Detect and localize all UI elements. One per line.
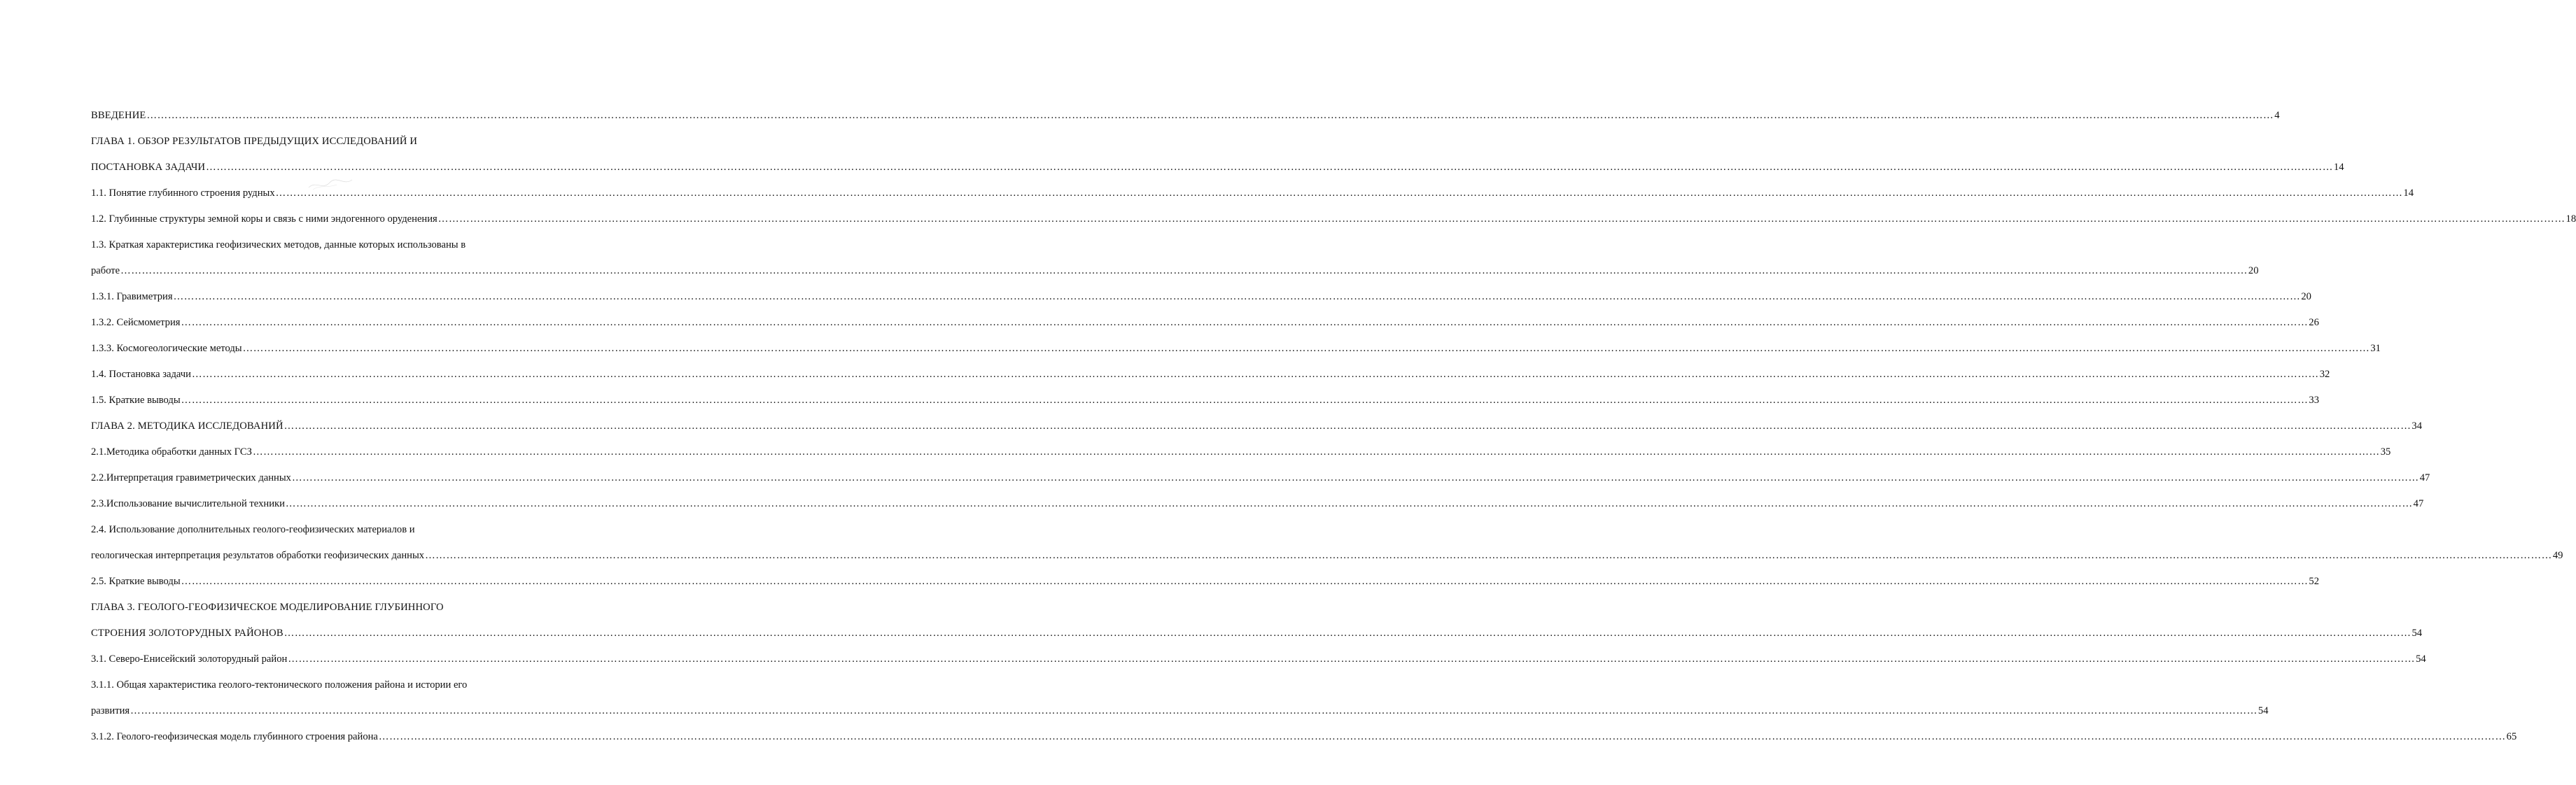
- toc-page-number: 31: [2370, 343, 2381, 354]
- toc-dot-leader: ……………………………………………………………………………………………………………………………………………………………………………………………………………………………………………………………………………………………………………………………………………………………………………………………………………………………………………………………………………………………………………………………………………………: [291, 472, 2419, 483]
- toc-page-number: 49: [2552, 550, 2563, 561]
- toc-entry-title: 1.3. Краткая характеристика геофизических методов, данные которых использованы в: [91, 239, 466, 250]
- toc-page-number: 65: [2506, 731, 2517, 742]
- toc-entry-title: 3.1.1. Общая характеристика геолого-тектонического положения района и истории его: [91, 679, 468, 691]
- toc-entry: [91, 106, 2280, 132]
- toc-page-number: 20: [2248, 265, 2259, 276]
- toc-entry-title: 2.3.Использование вычислительной техники: [91, 498, 285, 509]
- toc-entry-title: развития: [91, 705, 130, 716]
- toc-page-number: 54: [2416, 653, 2426, 665]
- toc-entry: [91, 728, 2517, 754]
- toc-page-number: 20: [2301, 291, 2311, 302]
- toc-entry: [91, 495, 2424, 521]
- toc-entry-title: ГЛАВА 3. ГЕОЛОГО-ГЕОФИЗИЧЕСКОЕ МОДЕЛИРОВАНИЕ ГЛУБИННОГО: [91, 602, 444, 613]
- toc-page-number: 32: [2319, 369, 2330, 380]
- toc-entry: [91, 469, 2430, 495]
- toc-dot-leader: ……………………………………………………………………………………………………………………………………………………………………………………………………………………………………………………………………………………………………………………………………………………………………………………………………………………………………………………………………………………………………………………………………………………: [378, 731, 2506, 742]
- toc-dot-leader: ……………………………………………………………………………………………………………………………………………………………………………………………………………………………………………………………………………………………………………………………………………………………………………………………………………………………………………………………………………………………………………………………………………………: [173, 291, 2301, 302]
- toc-entry-title: 1.3.2. Сейсмометрия: [91, 317, 181, 328]
- toc-dot-leader: ……………………………………………………………………………………………………………………………………………………………………………………………………………………………………………………………………………………………………………………………………………………………………………………………………………………………………………………………………………………………………………………………………………………: [285, 498, 2413, 509]
- toc-dot-leader: ……………………………………………………………………………………………………………………………………………………………………………………………………………………………………………………………………………………………………………………………………………………………………………………………………………………………………………………………………………………………………………………………………………………: [425, 550, 2552, 561]
- toc-entry-title: геологическая интерпретация результатов обработки геофизических данных: [91, 550, 425, 561]
- toc-dot-leader: ……………………………………………………………………………………………………………………………………………………………………………………………………………………………………………………………………………………………………………………………………………………………………………………………………………………………………………………………………………………………………………………………………………………: [146, 110, 2274, 121]
- toc-entry: [91, 391, 2320, 417]
- toc-entry-title: 2.4. Использование дополнительных геолого-геофизических материалов и: [91, 524, 415, 535]
- toc-entry-title: ГЛАВА 2. МЕТОДИКА ИССЛЕДОВАНИЙ: [91, 420, 284, 432]
- toc-dot-leader: ……………………………………………………………………………………………………………………………………………………………………………………………………………………………………………………………………………………………………………………………………………………………………………………………………………………………………………………………………………………………………………………………………………………: [284, 628, 2412, 639]
- toc-page-number: 4: [2274, 110, 2280, 121]
- toc-entry-title: 1.2. Глубинные структуры земной коры и связь с ними эндогенного оруденения: [91, 213, 438, 225]
- toc-entry: [91, 443, 2391, 469]
- toc-entry: [91, 236, 517, 262]
- toc-page-number: 35: [2380, 446, 2391, 458]
- toc-dot-leader: ……………………………………………………………………………………………………………………………………………………………………………………………………………………………………………………………………………………………………………………………………………………………………………………………………………………………………………………………………………………………………………………………………………………: [181, 395, 2309, 406]
- toc-dot-leader: ……………………………………………………………………………………………………………………………………………………………………………………………………………………………………………………………………………………………………………………………………………………………………………………………………………………………………………………………………………………………………………………………………………………: [438, 213, 2566, 225]
- toc-entry: [91, 521, 517, 546]
- toc-dot-leader: ……………………………………………………………………………………………………………………………………………………………………………………………………………………………………………………………………………………………………………………………………………………………………………………………………………………………………………………………………………………………………………………………………………………: [288, 653, 2416, 665]
- toc-entry-title: 1.3.3. Космогеологические методы: [91, 343, 242, 354]
- toc-page-number: 54: [2258, 705, 2269, 716]
- toc-dot-leader: ……………………………………………………………………………………………………………………………………………………………………………………………………………………………………………………………………………………………………………………………………………………………………………………………………………………………………………………………………………………………………………………………………………………: [120, 265, 2248, 276]
- toc-entry-title: ПОСТАНОВКА ЗАДАЧИ: [91, 162, 206, 173]
- toc-dot-leader: ……………………………………………………………………………………………………………………………………………………………………………………………………………………………………………………………………………………………………………………………………………………………………………………………………………………………………………………………………………………………………………………………………………………: [181, 576, 2309, 587]
- toc-entry: [91, 262, 2259, 288]
- toc-dot-leader: ……………………………………………………………………………………………………………………………………………………………………………………………………………………………………………………………………………………………………………………………………………………………………………………………………………………………………………………………………………………………………………………………………………………: [130, 705, 2258, 716]
- toc-page-number: 52: [2309, 576, 2320, 587]
- toc-entry: [91, 650, 2426, 676]
- toc-dot-leader: ……………………………………………………………………………………………………………………………………………………………………………………………………………………………………………………………………………………………………………………………………………………………………………………………………………………………………………………………………………………………………………………………………………………: [242, 343, 2370, 354]
- toc-entry: [91, 313, 2319, 339]
- toc-entry-title: ГЛАВА 1. ОБЗОР РЕЗУЛЬТАТОВ ПРЕДЫДУЩИХ ИССЛЕДОВАНИЙ И: [91, 136, 418, 147]
- toc-entry: [91, 702, 2269, 728]
- toc-page-number: 47: [2413, 498, 2424, 509]
- toc-entry-title: 1.3.1. Гравиметрия: [91, 291, 173, 302]
- toc-entry-title: 3.1. Северо-Енисейский золоторудный район: [91, 653, 288, 665]
- toc-dot-leader: ……………………………………………………………………………………………………………………………………………………………………………………………………………………………………………………………………………………………………………………………………………………………………………………………………………………………………………………………………………………………………………………………………………………: [181, 317, 2309, 328]
- toc-entry-title: 2.5. Краткие выводы: [91, 576, 181, 587]
- toc-page-number: 26: [2309, 317, 2319, 328]
- toc-entry: [91, 417, 2422, 443]
- toc-entry: [91, 598, 517, 624]
- toc-dot-leader: ……………………………………………………………………………………………………………………………………………………………………………………………………………………………………………………………………………………………………………………………………………………………………………………………………………………………………………………………………………………………………………………………………………………: [252, 446, 2380, 458]
- toc-entry: [91, 132, 517, 158]
- toc-page-number: 14: [2403, 188, 2414, 199]
- toc-entry: [91, 624, 2423, 650]
- toc-entry-title: ВВЕДЕНИЕ: [91, 110, 146, 121]
- toc-entry: [91, 572, 2320, 598]
- toc-entry-title: 1.5. Краткие выводы: [91, 395, 181, 406]
- toc-entry-title: СТРОЕНИЯ ЗОЛОТОРУДНЫХ РАЙОНОВ: [91, 628, 284, 639]
- toc-page-number: 34: [2412, 420, 2422, 432]
- table-of-contents: [91, 106, 2576, 754]
- toc-dot-leader: ……………………………………………………………………………………………………………………………………………………………………………………………………………………………………………………………………………………………………………………………………………………………………………………………………………………………………………………………………………………………………………………………………………………: [275, 188, 2403, 199]
- toc-dot-leader: ……………………………………………………………………………………………………………………………………………………………………………………………………………………………………………………………………………………………………………………………………………………………………………………………………………………………………………………………………………………………………………………………………………………: [191, 369, 2319, 380]
- toc-page-number: 54: [2412, 628, 2423, 639]
- toc-page-number: 18: [2566, 213, 2576, 225]
- toc-entry: [91, 676, 517, 702]
- toc-entry: [91, 184, 2414, 210]
- faint-stamp-mark: [306, 176, 355, 192]
- toc-entry-title: 1.1. Понятие глубинного строения рудных: [91, 188, 275, 199]
- toc-dot-leader: ……………………………………………………………………………………………………………………………………………………………………………………………………………………………………………………………………………………………………………………………………………………………………………………………………………………………………………………………………………………………………………………………………………………: [206, 162, 2333, 173]
- toc-dot-leader: ……………………………………………………………………………………………………………………………………………………………………………………………………………………………………………………………………………………………………………………………………………………………………………………………………………………………………………………………………………………………………………………………………………………: [284, 420, 2412, 432]
- toc-entry-title: 1.4. Постановка задачи: [91, 369, 191, 380]
- toc-entry: [91, 339, 2381, 365]
- toc-entry-title: 3.1.2. Геолого-геофизическая модель глубинного строения района: [91, 731, 378, 742]
- toc-entry-title: 2.2.Интерпретация гравиметрических данных: [91, 472, 291, 483]
- toc-page-number: 14: [2333, 162, 2344, 173]
- toc-page-number: 33: [2309, 395, 2320, 406]
- toc-entry-title: работе: [91, 265, 120, 276]
- toc-entry: [91, 288, 2311, 313]
- toc-entry: [91, 546, 2563, 572]
- toc-page-number: 47: [2419, 472, 2430, 483]
- toc-entry: [91, 365, 2330, 391]
- toc-entry-title: 2.1.Методика обработки данных ГСЗ: [91, 446, 252, 458]
- toc-entry: [91, 210, 2576, 236]
- toc-entry: [91, 158, 2344, 184]
